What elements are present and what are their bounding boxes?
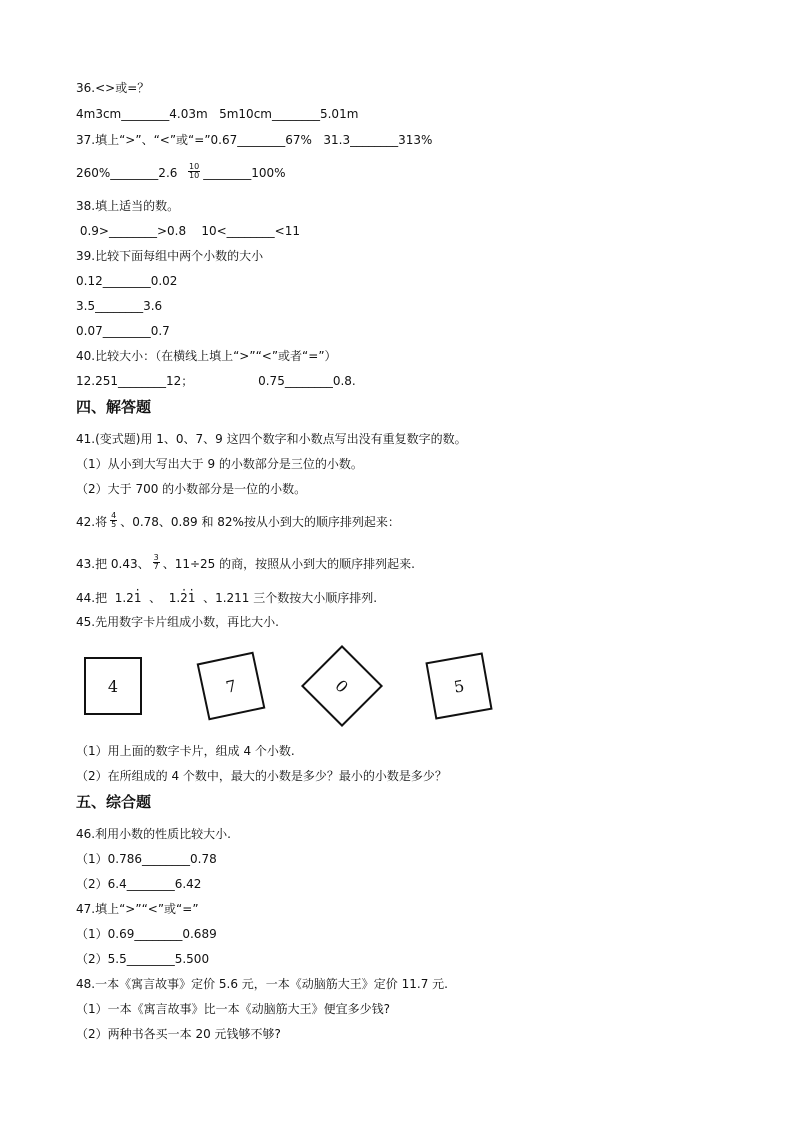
q42-line <box>76 511 400 531</box>
q43-line <box>76 553 415 573</box>
fraction-denominator: 5 <box>111 520 117 529</box>
repeating-digit: 2 · <box>180 591 188 605</box>
q48-title: 48.一本《寓言故事》定价 5.6 元，一本《动脑筋大王》定价 11.7 元. <box>76 977 448 991</box>
q42-text-b: 、0.78、0.89 和 82%按从小到大的顺序排列起来： <box>120 515 400 529</box>
q39-row: 0.12________0.02 <box>76 274 178 288</box>
q37-line2-b: ________100% <box>203 166 286 180</box>
q48-part-1: （1）一本《寓言故事》比一本《动脑筋大王》便宜多少钱? <box>76 1002 391 1016</box>
q47-part-2: （2）5.5________5.500 <box>76 952 210 966</box>
digit-card: 0 <box>301 645 383 727</box>
fraction-numerator: 3 <box>153 553 159 562</box>
q44-text-a: 44.把 1.2 <box>76 591 134 605</box>
digit-card: 4 <box>84 657 142 715</box>
q36-line: 4m3cm________4.03m 5m10cm________5.01m <box>76 107 359 121</box>
q42-text-a: 42.将 <box>76 515 108 529</box>
q42-fraction <box>110 512 117 529</box>
q40-title: 40.比较大小：（在横线上填上“>”“<”或者“=”） <box>76 349 337 363</box>
q46-part-2: （2）6.4________6.42 <box>76 877 202 891</box>
q44-line <box>76 590 377 606</box>
q38-title: 38.填上适当的数。 <box>76 199 180 213</box>
fraction-numerator: 10 <box>189 162 200 171</box>
q37-fraction <box>188 163 200 180</box>
q43-fraction <box>153 554 160 571</box>
q44-text-b: 、 1. <box>141 591 181 605</box>
q37-line2 <box>76 162 286 182</box>
q46-part-1: （1）0.786________0.78 <box>76 852 217 866</box>
q39-title: 39.比较下面每组中两个小数的大小 <box>76 249 264 263</box>
q43-text-a: 43.把 0.43、 <box>76 557 150 571</box>
q39-row: 0.07________0.7 <box>76 324 170 338</box>
q45-title: 45.先用数字卡片组成小数，再比大小. <box>76 615 279 629</box>
q48-part-2: （2）两种书各买一本 20 元钱够不够? <box>76 1027 281 1041</box>
section-4-heading: 四、解答题 <box>76 398 152 416</box>
repeating-digit: 1 · <box>188 591 196 605</box>
q45-part-2: （2）在所组成的 4 个数中，最大的小数是多少？最小的小数是多少？ <box>76 769 447 783</box>
q39-row: 3.5________3.6 <box>76 299 163 313</box>
repeating-digit: 1 · <box>134 591 142 605</box>
q36-title: 36.<>或=？ <box>76 81 150 95</box>
fraction-denominator: 10 <box>189 171 200 180</box>
q38-line: 0.9>________>0.8 10<________<11 <box>76 224 300 238</box>
q46-title: 46.利用小数的性质比较大小. <box>76 827 231 841</box>
q45-part-1: （1）用上面的数字卡片，组成 4 个小数. <box>76 744 295 758</box>
digit-card: 5 <box>425 652 492 719</box>
fraction-numerator: 4 <box>111 511 117 520</box>
q47-part-1: （1）0.69________0.689 <box>76 927 217 941</box>
digit-card: 7 <box>197 652 266 721</box>
q37-line2-a: 260%________2.6 <box>76 166 186 180</box>
q40-line: 12.251________12； 0.75________0.8. <box>76 374 356 388</box>
q43-text-b: 、11÷25 的商，按照从小到大的顺序排列起来. <box>162 557 415 571</box>
q41-title: 41.(变式题)用 1、0、7、9 这四个数字和小数点写出没有重复数字的数。 <box>76 432 467 446</box>
section-5-heading: 五、综合题 <box>76 793 152 811</box>
fraction-denominator: 7 <box>153 562 159 571</box>
q44-text-c: 、1.211 三个数按大小顺序排列. <box>195 591 378 605</box>
q47-title: 47.填上“>”“<”或“=” <box>76 902 199 916</box>
q37-line1: 37.填上“>”、“<”或“=”0.67________67% 31.3________313% <box>76 133 433 147</box>
q41-part-2: （2）大于 700 的小数部分是一位的小数。 <box>76 482 307 496</box>
q41-part-1: （1）从小到大写出大于 9 的小数部分是三位的小数。 <box>76 457 363 471</box>
